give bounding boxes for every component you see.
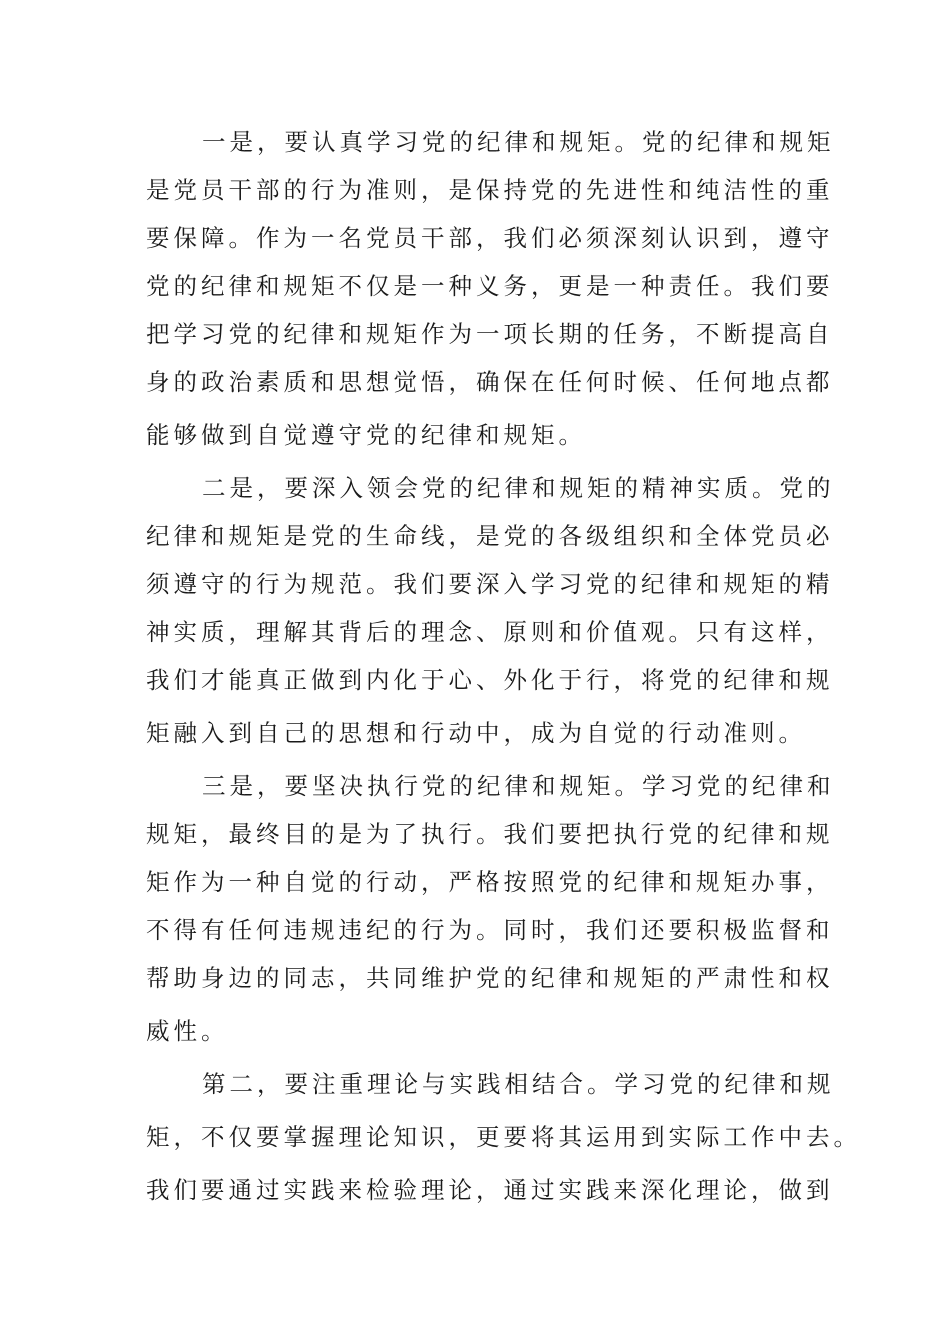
document-body xyxy=(146,118,861,1214)
text-line: 我们要通过实践来检验理论，通过实践来深化理论，做到 xyxy=(146,1176,834,1204)
text-line: 神实质，理解其背后的理念、原则和价值观。只有这样， xyxy=(146,618,834,646)
text-line: 矩作为一种自觉的行动，严格按照党的纪律和规矩办事， xyxy=(146,868,834,896)
text-line: 身的政治素质和思想觉悟，确保在任何时候、任何地点都 xyxy=(146,368,834,396)
text-line: 党的纪律和规矩不仅是一种义务，更是一种责任。我们要 xyxy=(146,272,834,300)
text-line: 第二，要注重理论与实践相结合。学习党的纪律和规 xyxy=(202,1070,835,1098)
text-line: 三是，要坚决执行党的纪律和规矩。学习党的纪律和 xyxy=(202,772,835,800)
text-line: 规矩，最终目的是为了执行。我们要把执行党的纪律和规 xyxy=(146,820,834,848)
text-line: 须遵守的行为规范。我们要深入学习党的纪律和规矩的精 xyxy=(146,570,834,598)
text-line: 纪律和规矩是党的生命线，是党的各级组织和全体党员必 xyxy=(146,522,834,550)
text-line: 二是，要深入领会党的纪律和规矩的精神实质。党的 xyxy=(202,474,835,502)
text-line: 一是，要认真学习党的纪律和规矩。党的纪律和规矩 xyxy=(202,128,835,156)
text-line: 帮助身边的同志，共同维护党的纪律和规矩的严肃性和权 xyxy=(146,964,834,992)
text-line: 要保障。作为一名党员干部，我们必须深刻认识到，遵守 xyxy=(146,224,834,252)
text-line: 威性。 xyxy=(146,1017,229,1045)
text-line: 我们才能真正做到内化于心、外化于行，将党的纪律和规 xyxy=(146,666,834,694)
text-line: 矩融入到自己的思想和行动中，成为自觉的行动准则。 xyxy=(146,719,806,747)
text-line: 矩，不仅要掌握理论知识，更要将其运用到实际工作中去。 xyxy=(146,1123,861,1151)
text-line: 能够做到自觉遵守党的纪律和规矩。 xyxy=(146,421,586,449)
text-line: 是党员干部的行为准则，是保持党的先进性和纯洁性的重 xyxy=(146,176,834,204)
text-line: 不得有任何违规违纪的行为。同时，我们还要积极监督和 xyxy=(146,916,834,944)
text-line: 把学习党的纪律和规矩作为一项长期的任务，不断提高自 xyxy=(146,320,834,348)
